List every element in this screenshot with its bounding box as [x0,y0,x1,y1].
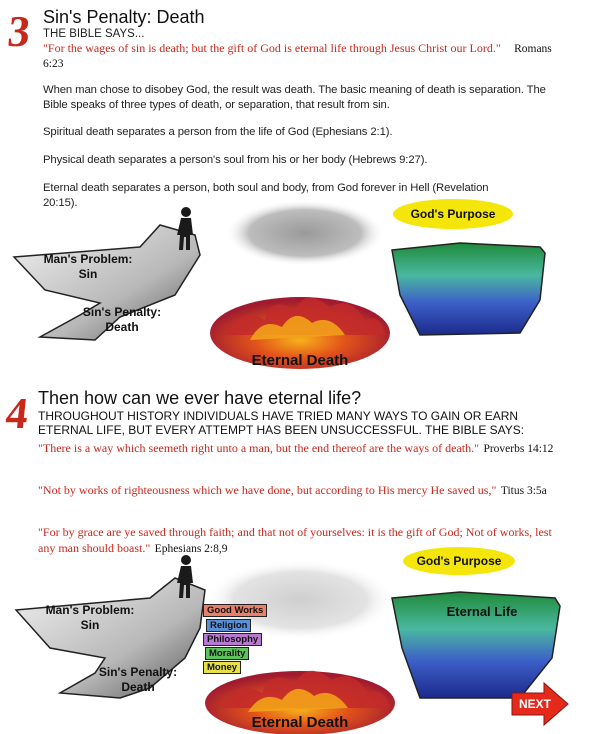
gray-cloud [225,200,385,266]
paragraph-death-meaning: When man chose to disobey God, the result was death. The basic meaning of death is separation. The Bible speaks of three types of death, or separation, that result from sin. [43,84,546,111]
sins-penalty-label: Sin's Penalty: Death [98,665,178,694]
sins-penalty-label: Sin's Penalty: Death [82,305,162,334]
gods-purpose-badge: God's Purpose [393,199,513,229]
verse-reference: Proverbs 14:12 [483,443,554,455]
eternal-death-label: Eternal Death [251,352,349,369]
diagram-3-graphic [0,195,602,375]
next-button[interactable]: NEXT [518,697,551,711]
gods-purpose-badge: God's Purpose [403,547,515,575]
verse-reference: Ephesians 2:8,9 [154,543,228,555]
verse-quote: "Not by works of righteousness which we have done, but according to His mercy He saved us," [38,483,497,497]
verse-quote: "There is a way which seemeth right unto a man, but the end thereof are the ways of death." [38,441,479,455]
titus-verse [38,482,563,499]
step-number-3: 3 [5,7,33,56]
bible-says-label: THE BIBLE SAYS... [43,28,145,40]
paragraph-eternal-death: Eternal death separates a person, both soul and body, from God forever in Hell (Revelation 20:15). [43,182,489,209]
section3-title: Sin's Penalty: Death [43,7,205,27]
proverbs-verse [38,440,563,457]
verse-quote: "For by grace are ye saved through faith; and that not of yourselves: it is the gift of God; Not of works, lest any man should boast." [38,525,552,555]
eternal-death-label: Eternal Death [251,714,349,731]
attempt-good-works: Good Works [203,604,267,617]
romans-verse [43,41,573,71]
step-number-4: 4 [3,389,31,438]
mans-problem-label: Man's Problem: Sin [43,252,133,281]
paragraph-physical-death: Physical death separates a person's soul from his or her body (Hebrews 9:27). [43,154,428,166]
eternal-life-label: Eternal Life [446,604,518,619]
mans-problem-label: Man's Problem: Sin [45,603,135,632]
attempt-philosophy: Philosophy [203,633,262,646]
verse-reference: Titus 3:5a [500,485,547,497]
paragraph-spiritual-death: Spiritual death separates a person from the life of God (Ephesians 2:1). [43,126,393,138]
verse-quote: "For the wages of sin is death; but the gift of God is eternal life through Jesus Christ our Lord." [43,41,501,55]
verse-reference: Romans 6:23 [43,43,552,70]
section4-title: Then how can we ever have eternal life? [38,388,362,408]
section4-intro: THROUGHOUT HISTORY INDIVIDUALS HAVE TRIED MANY WAYS TO GAIN OR EARN ETERNAL LIFE, BUT EVERY ATTEMPT HAS BEEN UNSUCCESSFUL. THE BIBLE SAYS: [38,409,525,437]
attempt-morality: Morality [205,647,249,660]
heaven-cliff [392,243,545,335]
attempt-money: Money [203,661,241,674]
attempt-religion: Religion [206,619,251,632]
